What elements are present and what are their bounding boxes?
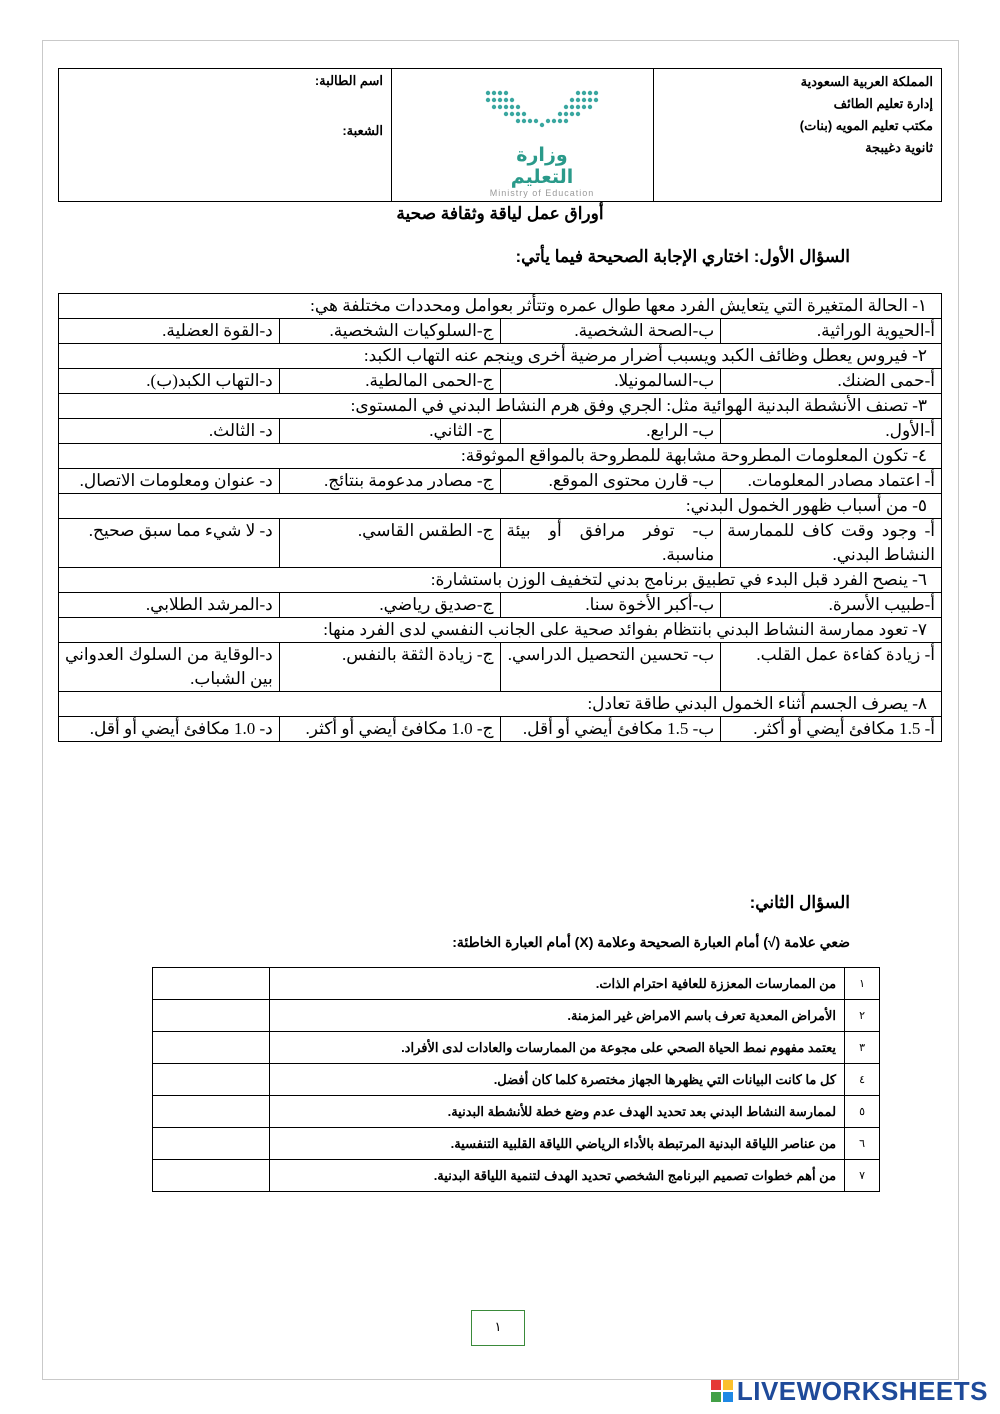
answer-option[interactable]: أ- 1.5 مكافئ أيضي أو أكثر. <box>721 717 942 742</box>
q2-instruction: ضعي علامة (√) أمام العبارة الصحيحة وعلامة (X) أمام العبارة الخاطئة: <box>452 934 850 950</box>
statement-text: لممارسة النشاط البدني بعد تحديد الهدف عدم وضع خطة للأنشطة البدنية. <box>269 1096 844 1128</box>
question-stem: ٦- ينصح الفرد قبل البدء في تطبيق برنامج بدني لتخفيف الوزن باستشارة: <box>59 568 942 593</box>
options-row <box>59 469 942 494</box>
answer-option[interactable]: ب-الصحة الشخصية. <box>500 319 721 344</box>
answer-option[interactable]: ج- 1.0 مكافئ أيضي أو أكثر. <box>279 717 500 742</box>
question-row <box>59 394 942 419</box>
answer-option[interactable]: د- عنوان ومعلومات الاتصال. <box>59 469 280 494</box>
answer-option[interactable]: ج-الحمى المالطية. <box>279 369 500 394</box>
statement-number: ٣ <box>845 1032 880 1064</box>
logo-arabic-text: وزارة التعليم <box>510 144 574 188</box>
logo-dots-icon <box>482 87 602 135</box>
statement-row <box>153 1128 880 1160</box>
question-row <box>59 692 942 717</box>
question-row <box>59 294 942 319</box>
answer-option[interactable]: د-القوة العضلية. <box>59 319 280 344</box>
answer-option[interactable]: أ- زيادة كفاءة عمل القلب. <box>721 643 942 692</box>
options-row <box>59 519 942 568</box>
answer-option[interactable]: د- لا شيء مما سبق صحيح. <box>59 519 280 568</box>
answer-option[interactable]: ب-السالمونيلا. <box>500 369 721 394</box>
statement-text: من أهم خطوات تصميم البرنامج الشخصي تحديد الهدف لتنمية اللياقة البدنية. <box>269 1160 844 1192</box>
question-stem: ٢- فيروس يعطل وظائف الكبد ويسبب أضرار مرضية أخرى وينجم عنه التهاب الكبد: <box>59 344 942 369</box>
school-line: المملكة العربية السعودية <box>800 74 933 89</box>
statement-row <box>153 1160 880 1192</box>
question-stem: ٥- من أسباب ظهور الخمول البدني: <box>59 494 942 519</box>
statement-text: كل ما كانت البيانات التي يظهرها الجهاز مختصرة كلما كان أفضل. <box>269 1064 844 1096</box>
answer-option[interactable]: ج- الطقس القاسي. <box>279 519 500 568</box>
answer-option[interactable]: أ- اعتماد مصادر المعلومات. <box>721 469 942 494</box>
section-label: الشعبة: <box>342 123 383 138</box>
answer-option[interactable]: ب- 1.5 مكافئ أيضي أو أقل. <box>500 717 721 742</box>
answer-option[interactable]: أ-الحيوية الوراثية. <box>721 319 942 344</box>
question-row <box>59 494 942 519</box>
question-stem: ١- الحالة المتغيرة التي يتعايش الفرد معها طوال عمره وتتأثر بعوامل ومحددات مختلفة هي: <box>59 294 942 319</box>
question-row <box>59 444 942 469</box>
question-row <box>59 618 942 643</box>
answer-option[interactable]: ب- توفر مرافق أو بيئة مناسبة. <box>500 519 721 568</box>
q2-heading: السؤال الثاني: <box>749 893 850 912</box>
school-line: ثانوية دغيبجة <box>865 140 933 155</box>
statement-number: ٥ <box>845 1096 880 1128</box>
question-row <box>59 344 942 369</box>
answer-option[interactable]: أ-طبيب الأسرة. <box>721 593 942 618</box>
answer-option[interactable]: ب-أكبر الأخوة سنا. <box>500 593 721 618</box>
answer-option[interactable]: ج- الثاني. <box>279 419 500 444</box>
statement-number: ٢ <box>845 1000 880 1032</box>
student-info <box>59 69 391 201</box>
options-row <box>59 319 942 344</box>
page-number: ١ <box>471 1310 525 1346</box>
q1-heading: السؤال الأول: اختاري الإجابة الصحيحة فيما يأتي: <box>515 247 850 266</box>
statement-text: من الممارسات المعززة للعافية احترام الذات. <box>269 968 844 1000</box>
options-row <box>59 717 942 742</box>
question-stem: ٤- تكون المعلومات المطروحة مشابهة للمطروحة بالمواقع الموثوقة: <box>59 444 942 469</box>
options-row <box>59 593 942 618</box>
answer-box[interactable] <box>153 1160 270 1192</box>
student-name-label: اسم الطالبة: <box>314 73 383 88</box>
answer-option[interactable]: أ-حمى الضنك. <box>721 369 942 394</box>
answer-option[interactable]: ج- زيادة الثقة بالنفس. <box>279 643 500 692</box>
options-row <box>59 369 942 394</box>
answer-option[interactable]: ب- الرابع. <box>500 419 721 444</box>
question-stem: ٧- تعود ممارسة النشاط البدني بانتظام بفوائد صحية على الجانب النفسي لدى الفرد منها: <box>59 618 942 643</box>
options-row <box>59 643 942 692</box>
school-line: مكتب تعليم المويه (بنات) <box>799 118 933 133</box>
statement-number: ٧ <box>845 1160 880 1192</box>
answer-box[interactable] <box>153 1032 270 1064</box>
statement-text: من عناصر اللياقة البدنية المرتبطة بالأداء الرياضي اللياقة القلبية التنفسية. <box>269 1128 844 1160</box>
statement-row <box>153 1096 880 1128</box>
statement-text: الأمراض المعدية تعرف باسم الامراض غير المزمنة. <box>269 1000 844 1032</box>
answer-box[interactable] <box>153 1128 270 1160</box>
answer-box[interactable] <box>153 1000 270 1032</box>
answer-option[interactable]: أ- وجود وقت كاف للممارسة النشاط البدني. <box>721 519 942 568</box>
statement-row <box>153 1032 880 1064</box>
question-row <box>59 568 942 593</box>
answer-option[interactable]: ج-صديق رياضي. <box>279 593 500 618</box>
answer-option[interactable]: ب- قارن محتوى الموقع. <box>500 469 721 494</box>
statement-row <box>153 1000 880 1032</box>
answer-option[interactable]: ج- مصادر مدعومة بنتائج. <box>279 469 500 494</box>
answer-box[interactable] <box>153 1096 270 1128</box>
answer-option[interactable]: د-المرشد الطلابي. <box>59 593 280 618</box>
answer-option[interactable]: د-الوقاية من السلوك العدواني بين الشباب. <box>59 643 280 692</box>
brand-icon <box>711 1380 733 1402</box>
q2-table <box>152 967 880 1192</box>
answer-option[interactable]: د- الثالث. <box>59 419 280 444</box>
answer-option[interactable]: د-التهاب الكبد(ب). <box>59 369 280 394</box>
statement-row <box>153 968 880 1000</box>
logo-english-text: Ministry of Education <box>489 188 595 198</box>
liveworksheets-logo <box>711 1376 988 1406</box>
ministry-logo <box>482 87 602 198</box>
header-table <box>58 68 942 202</box>
answer-box[interactable] <box>153 1064 270 1096</box>
logo-cell <box>391 69 653 201</box>
q1-table <box>58 293 942 742</box>
worksheet-title: أوراق عمل لياقة وثقافة صحية <box>396 204 604 223</box>
statement-row <box>153 1064 880 1096</box>
answer-option[interactable]: ج-السلوكيات الشخصية. <box>279 319 500 344</box>
school-line: إدارة تعليم الطائف <box>833 96 933 111</box>
statement-text: يعتمد مفهوم نمط الحياة الصحي على مجوعة من الممارسات والعادات لدى الأفراد. <box>269 1032 844 1064</box>
statement-number: ٤ <box>845 1064 880 1096</box>
options-row <box>59 419 942 444</box>
statement-number: ٦ <box>845 1128 880 1160</box>
question-stem: ٣- تصنف الأنشطة البدنية الهوائية مثل: الجري وفق هرم النشاط البدني في المستوى: <box>59 394 942 419</box>
statement-number: ١ <box>845 968 880 1000</box>
answer-option[interactable]: د- 1.0 مكافئ أيضي أو أقل. <box>59 717 280 742</box>
question-stem: ٨- يصرف الجسم أثناء الخمول البدني طاقة تعادل: <box>59 692 942 717</box>
school-info <box>653 69 941 201</box>
answer-option[interactable]: ب- تحسين التحصيل الدراسي. <box>500 643 721 692</box>
answer-box[interactable] <box>153 968 270 1000</box>
brand-text: LIVEWORKSHEETS <box>736 1375 988 1406</box>
answer-option[interactable]: أ-الأول. <box>721 419 942 444</box>
